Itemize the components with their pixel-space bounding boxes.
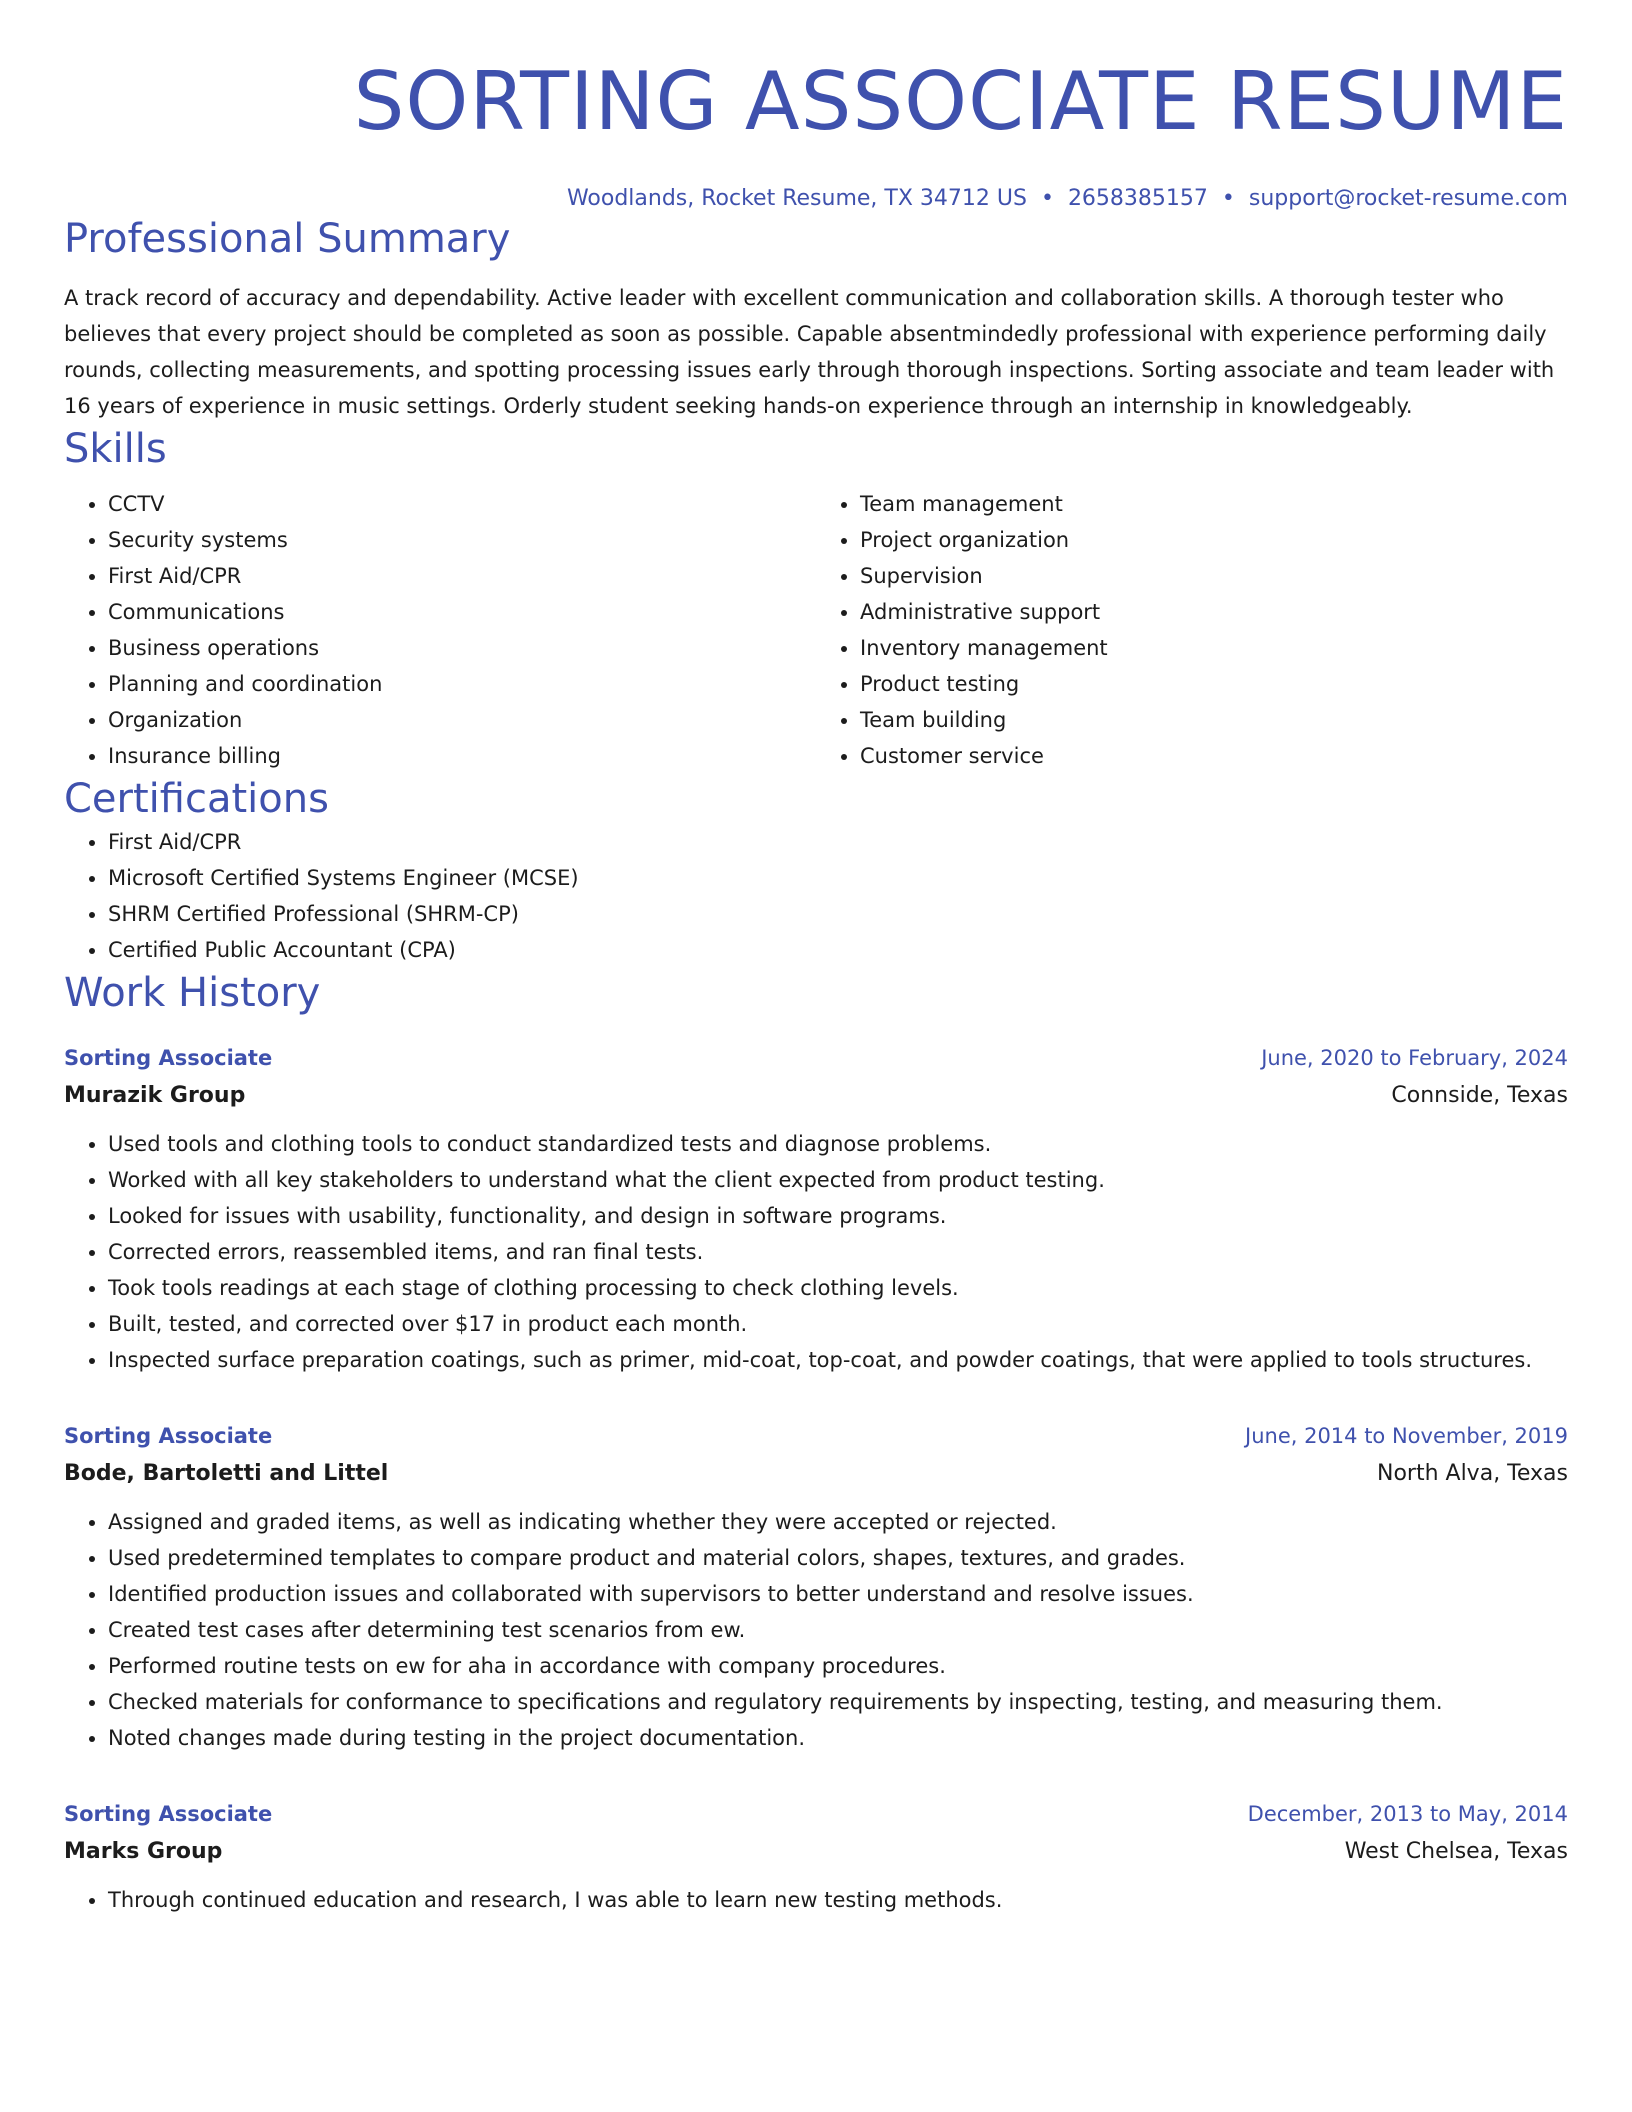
job-bullet: • Used predetermined templates to compare product and material colors, shapes, textures, and grades. <box>108 1540 1568 1576</box>
certification-item: • Certified Public Accountant (CPA) <box>108 932 1568 968</box>
job-bullets <box>64 1504 1568 1756</box>
job-bullet: • Inspected surface preparation coatings, such as primer, mid-coat, top-coat, and powder coatings, that were applied to tools structures. <box>108 1342 1568 1378</box>
skill-item: • Product testing <box>860 666 1568 702</box>
certification-item: • SHRM Certified Professional (SHRM-CP) <box>108 896 1568 932</box>
skill-item: • First Aid/CPR <box>108 558 816 594</box>
certification-item: • First Aid/CPR <box>108 824 1568 860</box>
job-company: Marks Group <box>64 1839 223 1864</box>
skill-item: • Planning and coordination <box>108 666 816 702</box>
skill-item: • Communications <box>108 594 816 630</box>
skill-item: • Team building <box>860 702 1568 738</box>
skill-item: • Business operations <box>108 630 816 666</box>
job-bullet: • Assigned and graded items, as well as indicating whether they were accepted or rejected. <box>108 1504 1568 1540</box>
job-bullet: • Built, tested, and corrected over $17 in product each month. <box>108 1306 1568 1342</box>
job-title: Sorting Associate <box>64 1046 273 1070</box>
certification-item: • Microsoft Certified Systems Engineer (MCSE) <box>108 860 1568 896</box>
work-history-heading: Work History <box>64 970 321 1016</box>
job-company-row <box>64 1454 1568 1494</box>
skill-item: • Inventory management <box>860 630 1568 666</box>
job-dates: June, 2020 to February, 2024 <box>1261 1046 1568 1070</box>
skill-item: • Security systems <box>108 522 816 558</box>
skill-item: • Supervision <box>860 558 1568 594</box>
job-dates: December, 2013 to May, 2014 <box>1247 1802 1568 1826</box>
job-entry <box>64 1796 1568 1918</box>
certifications-heading: Certifications <box>64 776 329 822</box>
job-entry <box>64 1418 1568 1756</box>
job-header-row <box>64 1796 1568 1832</box>
skills-list-left <box>64 486 816 774</box>
contact-email[interactable]: support@rocket-resume.com <box>1248 186 1568 211</box>
skill-item: • Administrative support <box>860 594 1568 630</box>
job-location: Connside, Texas <box>1391 1083 1568 1108</box>
contact-phone: 2658385157 <box>1067 186 1208 211</box>
job-header-row <box>64 1040 1568 1076</box>
contact-line <box>64 184 1568 214</box>
job-company-row <box>64 1076 1568 1116</box>
job-company: Murazik Group <box>64 1083 246 1108</box>
skill-item: • Insurance billing <box>108 738 816 774</box>
job-bullet: • Identified production issues and collaborated with supervisors to better understand and resolve issues. <box>108 1576 1568 1612</box>
job-bullet: • Noted changes made during testing in the project documentation. <box>108 1720 1568 1756</box>
job-bullet: • Corrected errors, reassembled items, and ran final tests. <box>108 1234 1568 1270</box>
skill-item: • Organization <box>108 702 816 738</box>
job-dates: June, 2014 to November, 2019 <box>1245 1424 1568 1448</box>
job-title: Sorting Associate <box>64 1424 273 1448</box>
job-bullet: • Used tools and clothing tools to conduct standardized tests and diagnose problems. <box>108 1126 1568 1162</box>
job-bullet: • Looked for issues with usability, functionality, and design in software programs. <box>108 1198 1568 1234</box>
resume-title: SORTING ASSOCIATE RESUME <box>353 55 1568 148</box>
job-bullets <box>64 1126 1568 1378</box>
job-location: West Chelsea, Texas <box>1344 1839 1568 1864</box>
skills-heading: Skills <box>64 426 167 472</box>
job-bullet: • Created test cases after determining test scenarios from ew. <box>108 1612 1568 1648</box>
job-entry <box>64 1040 1568 1378</box>
job-location: North Alva, Texas <box>1377 1461 1568 1486</box>
job-bullet: • Performed routine tests on ew for aha in accordance with company procedures. <box>108 1648 1568 1684</box>
job-company: Bode, Bartoletti and Littel <box>64 1461 389 1486</box>
job-header-row <box>64 1418 1568 1454</box>
job-bullet: • Worked with all key stakeholders to understand what the client expected from product testing. <box>108 1162 1568 1198</box>
job-bullet: • Through continued education and research, I was able to learn new testing methods. <box>108 1882 1568 1918</box>
job-bullet: • Checked materials for conformance to specifications and regulatory requirements by inspecting, testing, and measuring them. <box>108 1684 1568 1720</box>
job-bullet: • Took tools readings at each stage of clothing processing to check clothing levels. <box>108 1270 1568 1306</box>
contact-separator: • <box>1221 186 1235 211</box>
skills-grid <box>64 486 1568 774</box>
summary-text: A track record of accuracy and dependability. Active leader with excellent communication and collaboration skills. A thorough tester who believes that every project should be completed as soon as possible. Capable absentmindedly professional with experience performing daily rounds, collecting measurements, and spotting processing issues early through thorough inspections. Sorting associate and team leader with 16 years of experience in music settings. Orderly student seeking hands-on experience through an internship in knowledgeably. <box>64 286 1555 418</box>
contact-address: Woodlands, Rocket Resume, TX 34712 US <box>566 186 1027 211</box>
job-bullets <box>64 1882 1568 1918</box>
job-company-row <box>64 1832 1568 1872</box>
summary-heading: Professional Summary <box>64 216 511 262</box>
certifications-list <box>64 824 1568 968</box>
skill-item: • CCTV <box>108 486 816 522</box>
skill-item: • Team management <box>860 486 1568 522</box>
contact-separator: • <box>1040 186 1054 211</box>
skill-item: • Customer service <box>860 738 1568 774</box>
skill-item: • Project organization <box>860 522 1568 558</box>
job-title: Sorting Associate <box>64 1802 273 1826</box>
skills-list-right <box>816 486 1568 774</box>
